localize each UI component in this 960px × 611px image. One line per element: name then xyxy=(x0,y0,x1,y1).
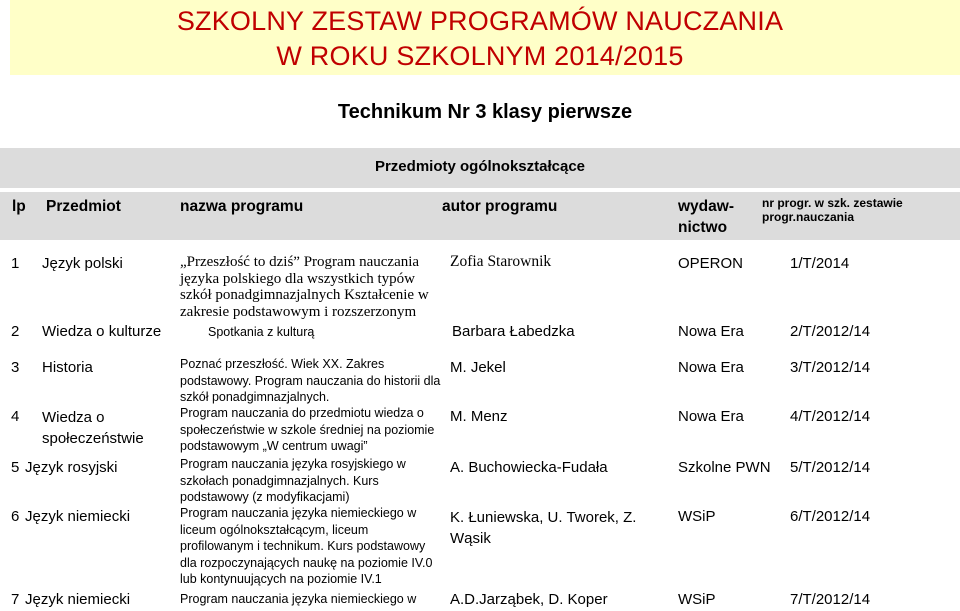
row1-author: Zofia Starownik xyxy=(450,253,552,270)
row-separator xyxy=(0,347,960,348)
row4-subject: Wiedza o społeczeństwie xyxy=(42,409,144,447)
row1-program: „Przeszłość to dziś” Program nauczania języka polskiego dla wszystkich typów szkół ponadgimnazjalnych Kształcenie w zakresie podstawowym i rozszerzonym xyxy=(180,254,429,320)
row5-publisher: Szkolne PWN xyxy=(678,459,771,476)
row7-number: 7/T/2012/14 xyxy=(790,591,871,608)
row3-publisher: Nowa Era xyxy=(678,359,744,376)
row6-subject: Język niemiecki xyxy=(25,508,131,525)
header-number-cont: progr.nauczania xyxy=(762,210,855,224)
row4-program: Program nauczania do przedmiotu wiedza o społeczeństwie w szkole średniej na poziomie podstawowym „W centrum uwagi” xyxy=(180,406,435,453)
row4-author: M. Menz xyxy=(450,408,508,425)
row3-lp: 3 xyxy=(11,359,20,376)
row7-lp: 7 xyxy=(11,591,20,608)
row3-number: 3/T/2012/14 xyxy=(790,359,871,376)
header-lp: lp xyxy=(12,198,26,215)
row6-lp: 6 xyxy=(11,508,20,525)
row5-author: A. Buchowiecka-Fudała xyxy=(450,459,608,476)
row1-publisher: OPERON xyxy=(678,255,744,272)
row2-number: 2/T/2012/14 xyxy=(790,323,871,340)
row4-lp: 4 xyxy=(11,408,20,425)
row2-author: Barbara Łabedzka xyxy=(452,323,575,340)
row4-publisher: Nowa Era xyxy=(678,408,744,425)
row2-lp: 2 xyxy=(11,323,20,340)
row1-number: 1/T/2014 xyxy=(790,255,850,272)
row6-number: 6/T/2012/14 xyxy=(790,508,871,525)
row3-author: M. Jekel xyxy=(450,359,506,376)
row2-subject: Wiedza o kulturze xyxy=(42,323,162,340)
row6-publisher: WSiP xyxy=(678,508,716,525)
row7-author: A.D.Jarząbek, D. Koper xyxy=(450,591,608,608)
row5-subject: Język rosyjski xyxy=(25,459,118,476)
group-label: Przedmioty ogólnokształcące xyxy=(374,158,586,175)
row7-program: Program nauczania języka niemieckiego w xyxy=(180,592,417,606)
row5-number: 5/T/2012/14 xyxy=(790,459,871,476)
row6-author: K. Łuniewska, U. Tworek, Z. Wąsik xyxy=(450,509,637,547)
header-publisher: wydaw- xyxy=(678,198,734,215)
row2-program: Spotkania z kulturą xyxy=(208,325,315,339)
row3-program: Poznać przeszłość. Wiek XX. Zakres podstawowy. Program nauczania do historii dla szkół ponadgimnazjalnych. xyxy=(180,357,441,404)
page-title-year: W ROKU SZKOLNYM 2014/2015 xyxy=(276,41,684,71)
row6-program: Program nauczania języka niemieckiego w liceum ogólnokształcącym, liceum profilowanym i technikum. Kurs podstawowy dla rozpoczynających naukę na poziomie IV.0 lub kontynuujących na poziomie IV.1 xyxy=(180,506,433,586)
row3-subject: Historia xyxy=(42,359,93,376)
row4-number: 4/T/2012/14 xyxy=(790,408,871,425)
header-author: autor programu xyxy=(442,198,558,215)
header-program: nazwa programu xyxy=(180,198,304,215)
row7-publisher: WSiP xyxy=(678,591,716,608)
row5-lp: 5 xyxy=(11,459,20,476)
header-number: nr progr. w szk. zestawie xyxy=(762,196,903,210)
page-subtitle: Technikum Nr 3 klasy pierwsze xyxy=(337,101,633,123)
row5-program: Program nauczania języka rosyjskiego w szkołach ponadgimnazjalnych. Kurs podstawowy (z modyfikacjami) xyxy=(180,457,406,504)
row1-lp: 1 xyxy=(11,255,20,272)
row1-subject: Język polski xyxy=(42,255,123,272)
row7-subject: Język niemiecki xyxy=(25,591,131,608)
page-title: SZKOLNY ZESTAW PROGRAMÓW NAUCZANIA xyxy=(176,6,784,36)
row2-publisher: Nowa Era xyxy=(678,323,744,340)
header-subject: Przedmiot xyxy=(46,198,121,215)
header-publisher-cont: nictwo xyxy=(678,219,728,236)
